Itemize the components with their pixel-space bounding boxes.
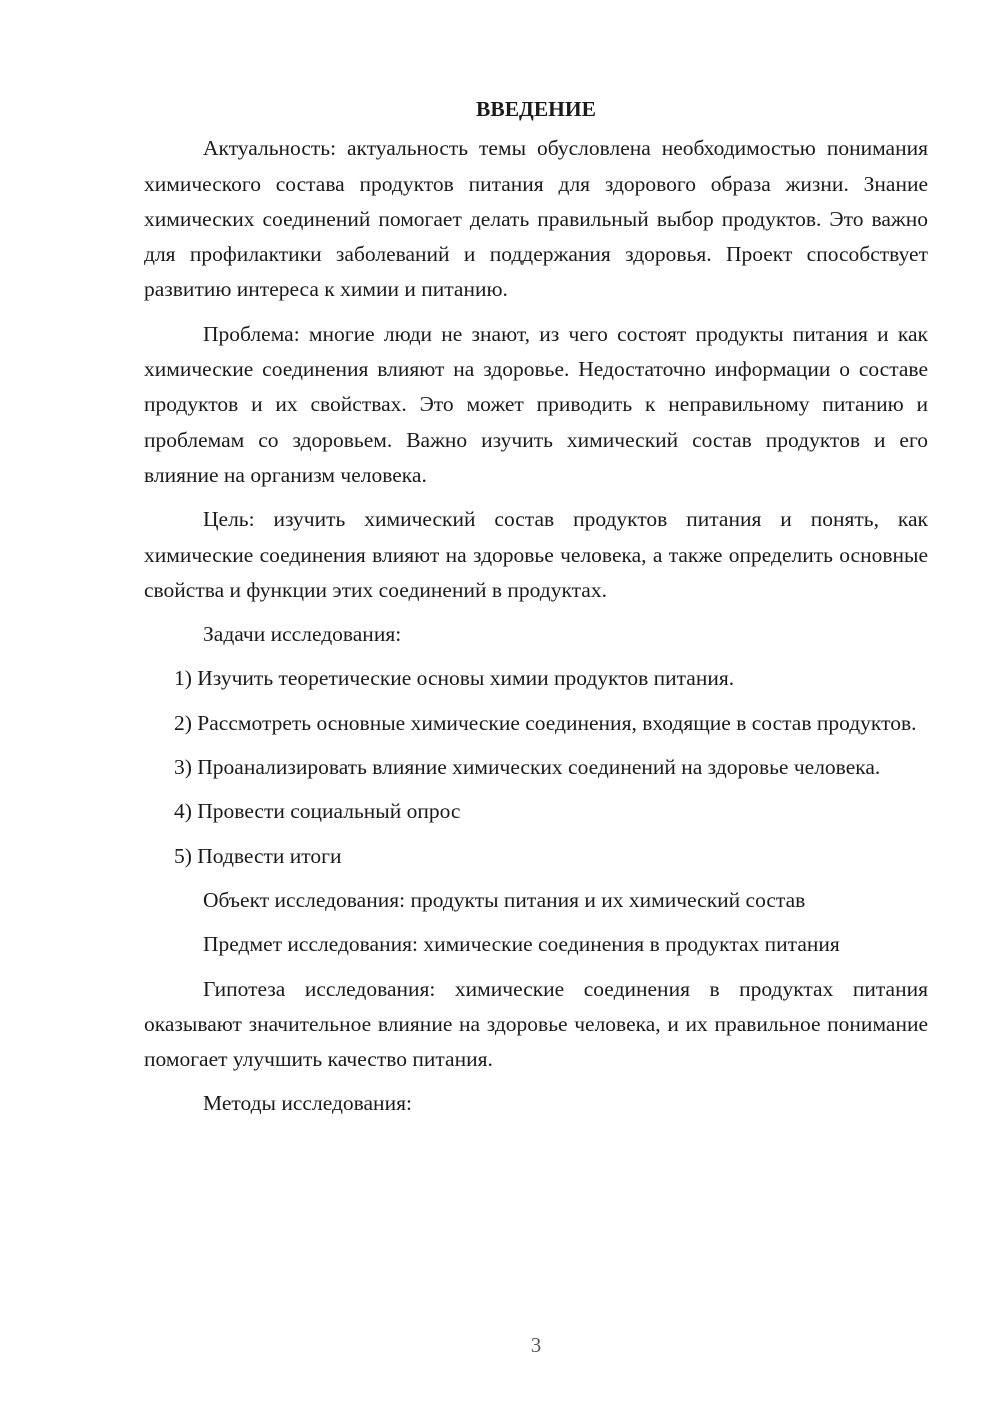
subject-paragraph: Предмет исследования: химические соединения в продуктах питания	[203, 932, 840, 957]
relevance-paragraph: Актуальность: актуальность темы обусловлена необходимостью понимания химического состава продуктов питания для здорового образа жизни. Знание химических соединений помогает делать правильный выбор продуктов. Это важно для профилактики заболеваний и поддержания здоровья. Проект способствует развитию интереса к химии и питанию.	[144, 136, 928, 302]
task-item-1: 1) Изучить теоретические основы химии продуктов питания.	[174, 666, 735, 691]
page-number: 3	[530, 1333, 542, 1357]
task-item-4: 4) Провести социальный опрос	[174, 799, 461, 824]
section-title: ВВЕДЕНИЕ	[476, 97, 596, 121]
object-paragraph: Объект исследования: продукты питания и их химический состав	[203, 887, 806, 912]
methods-paragraph: Методы исследования:	[203, 1091, 412, 1116]
hypothesis-paragraph: Гипотеза исследования: химические соединения в продуктах питания оказывают значительное влияние на здоровье человека, и их правильное понимание помогает улучшить качество питания.	[144, 976, 928, 1072]
document-page	[144, 92, 928, 1131]
task-item-2: 2) Рассмотреть основные химические соединения, входящие в состав продуктов.	[174, 710, 917, 735]
tasks-heading: Задачи исследования:	[203, 622, 402, 647]
goal-paragraph: Цель: изучить химический состав продуктов питания и понять, как химические соединения влияют на здоровье человека, а также определить основные свойства и функции этих соединений в продуктах.	[144, 507, 928, 602]
task-item-3: 3) Проанализировать влияние химических соединений на здоровье человека.	[174, 755, 881, 780]
problem-paragraph: Проблема: многие люди не знают, из чего состоят продукты питания и как химические соединения влияют на здоровье. Недостаточно информации о составе продуктов и их свойствах. Это может приводить к неправильному питанию и проблемам со здоровьем. Важно изучить химический состав продуктов и его влияние на организм человека.	[144, 321, 928, 487]
task-item-5: 5) Подвести итоги	[174, 843, 342, 868]
